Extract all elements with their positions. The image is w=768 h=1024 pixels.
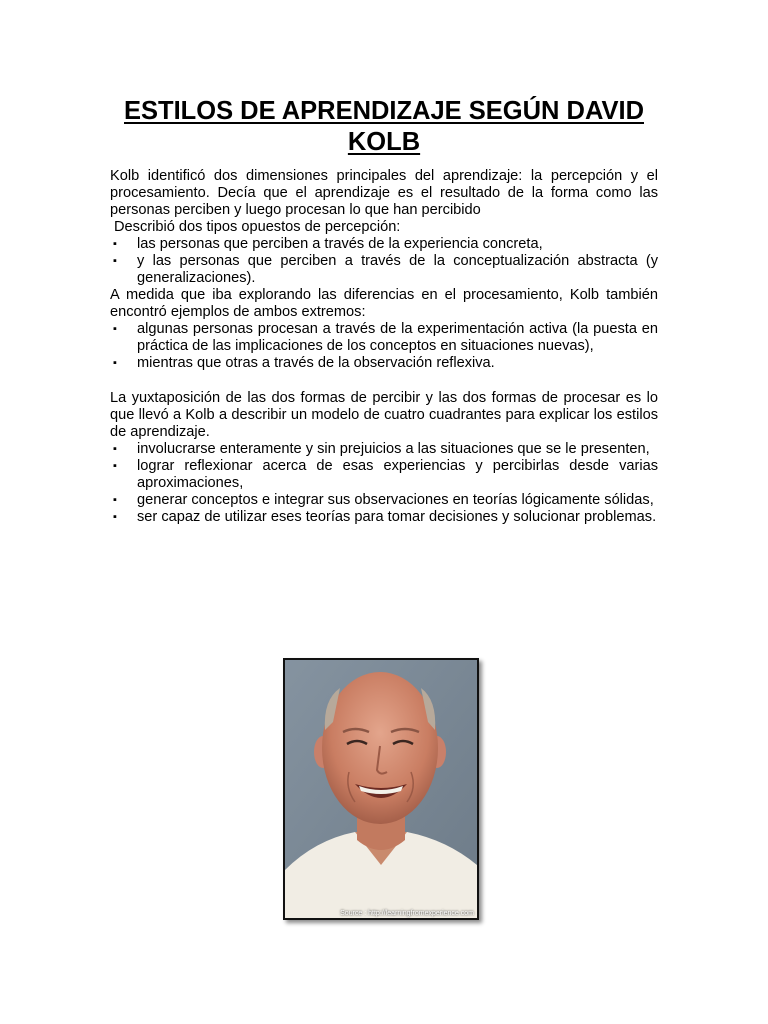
bullet-icon: ▪ <box>113 255 117 267</box>
bullet-icon: ▪ <box>113 511 117 523</box>
list-item: ▪ lograr reflexionar acerca de esas experiencias y percibirlas desde varias aproximaciones, <box>113 458 658 491</box>
perception-list <box>110 236 658 287</box>
list-item: ▪ y las personas que perciben a través de la conceptualización abstracta (y generalizaciones). <box>113 253 658 286</box>
bullet-icon: ▪ <box>113 494 117 506</box>
kolb-photo <box>283 658 479 920</box>
processing-list <box>110 321 658 372</box>
document-page <box>110 96 658 526</box>
bullet-icon: ▪ <box>113 460 117 472</box>
model-intro: La yuxtaposición de las dos formas de percibir y las dos formas de procesar es lo que llevó a Kolb a describir un modelo de cuatro cuadrantes para explicar los estilos de aprendizaje. <box>110 390 658 440</box>
intro-paragraph: Kolb identificó dos dimensiones principales del aprendizaje: la percepción y el procesamiento. Decía que el aprendizaje es el resultado de la forma como las personas perciben y luego procesan lo que han percibido <box>110 168 658 218</box>
document-title: ESTILOS DE APRENDIZAJE SEGÚN DAVID KOLB <box>124 97 644 156</box>
list-item: ▪ algunas personas procesan a través de la experimentación activa (la puesta en práctica de las implicaciones de los conceptos en situaciones nuevas), <box>113 321 658 354</box>
list-item: ▪ involucrarse enteramente y sin prejuicios a las situaciones que se le presenten, <box>113 441 650 457</box>
model-list <box>110 441 658 526</box>
list-item: ▪ ser capaz de utilizar eses teorías para tomar decisiones y solucionar problemas. <box>113 509 657 525</box>
list-item: ▪ las personas que perciben a través de la experiencia concreta, <box>113 236 543 252</box>
list-item: ▪ generar conceptos e integrar sus observaciones en teorías lógicamente sólidas, <box>113 492 654 508</box>
photo-caption: Source : http://learningfromexperience.com <box>340 910 474 917</box>
list-item: ▪ mientras que otras a través de la observación reflexiva. <box>113 355 495 371</box>
portrait-image <box>285 660 477 918</box>
bullet-icon: ▪ <box>113 443 117 455</box>
perception-intro: Describió dos tipos opuestos de percepción: <box>114 219 401 235</box>
bullet-icon: ▪ <box>113 323 117 335</box>
bullet-icon: ▪ <box>113 238 117 250</box>
bullet-icon: ▪ <box>113 357 117 369</box>
processing-intro: A medida que iba explorando las diferencias en el procesamiento, Kolb también encontró ejemplos de ambos extremos: <box>110 287 658 320</box>
